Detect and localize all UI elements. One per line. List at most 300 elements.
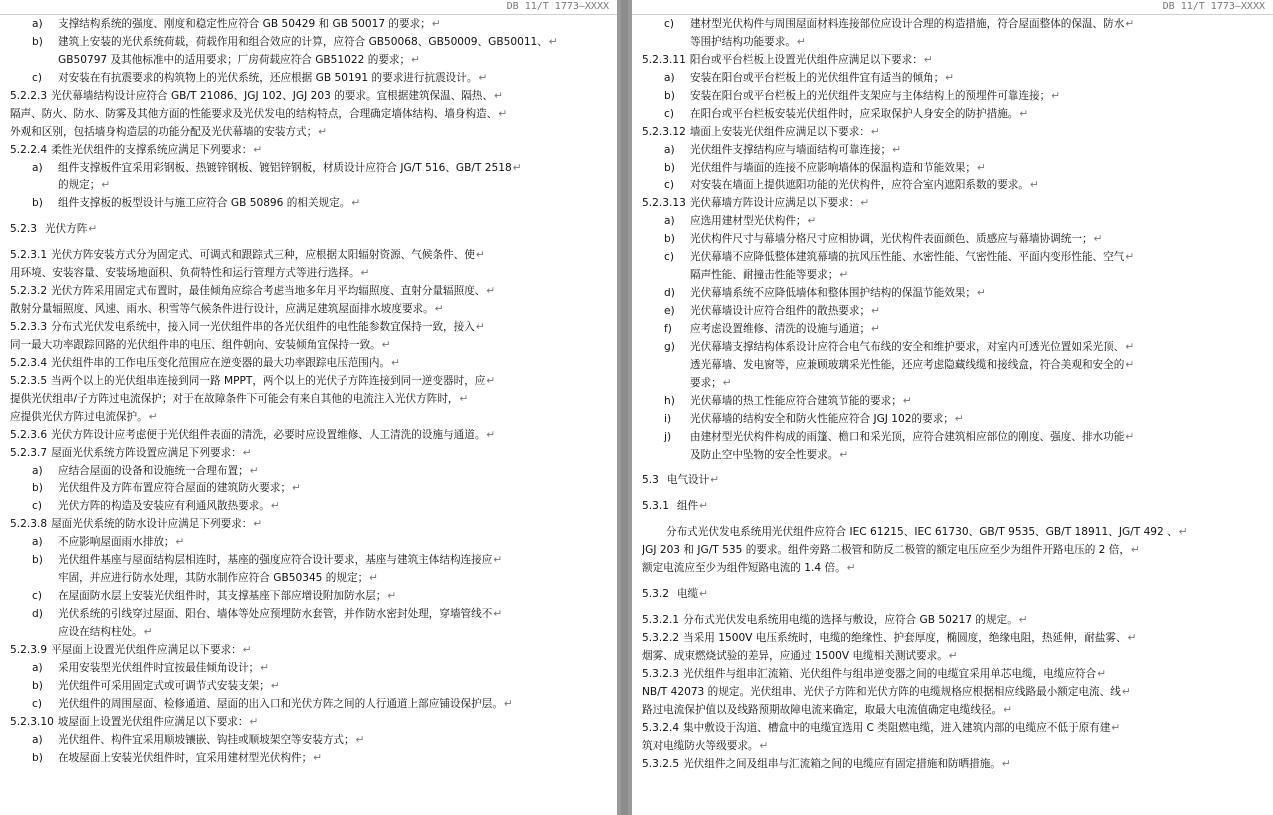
- numbered-clause: [642, 195, 1265, 213]
- paragraph-mark-icon: ↵: [411, 53, 421, 66]
- list-item: [642, 393, 1265, 411]
- header-rule: [632, 14, 1273, 15]
- paragraph-continuation: [10, 124, 609, 142]
- numbered-clause: [10, 88, 609, 106]
- numbered-clause: [10, 373, 609, 391]
- line-text: 光伏组件与组串汇流箱、光伏组件与组串逆变器之间的电缆宜采用单芯电缆，电缆应符合: [683, 667, 1097, 680]
- list-marker: a): [32, 733, 43, 746]
- paragraph-mark-icon: ↵: [977, 161, 986, 174]
- paragraph-mark-icon: ↵: [148, 410, 158, 423]
- list-item-continuation: [642, 447, 1265, 465]
- line-text: 光伏方阵安装方式分为固定式、可调式和跟踪式三种，应根据太阳辐射资源、气候条件、使: [51, 249, 475, 262]
- line-text: 光伏方阵: [44, 223, 88, 236]
- list-item: [642, 429, 1265, 447]
- list-marker: b): [664, 89, 675, 102]
- list-item: [10, 696, 609, 714]
- numbered-clause: [642, 630, 1265, 648]
- line-text: 路过电流保护值以及线路预期故障电流来确定，取最大电流值确定电缆线径。: [642, 703, 1003, 716]
- paragraph-mark-icon: ↵: [699, 588, 709, 601]
- paragraph-mark-icon: ↵: [948, 649, 958, 662]
- list-item: [10, 750, 609, 768]
- clause-number: 5.2.3.4: [10, 356, 48, 369]
- blank-line: [642, 604, 1265, 612]
- paragraph-continuation: [10, 409, 609, 427]
- numbered-clause: [10, 283, 609, 301]
- line-text: 光伏构件尺寸与幕墙分格尺寸应相协调，光伏构件表面颜色、质感应与幕墙协调统一；: [690, 233, 1093, 246]
- line-text: 光伏幕墙方阵设计应满足以下要求：: [689, 197, 860, 210]
- paragraph-continuation: [642, 702, 1265, 720]
- line-text: 组件: [676, 500, 699, 513]
- paragraph-mark-icon: ↵: [954, 412, 964, 425]
- list-item-continuation: [642, 267, 1265, 285]
- list-marker: b): [32, 554, 43, 567]
- paragraph-mark-icon: ↵: [860, 197, 870, 210]
- line-text: 额定电流应至少为组件短路电流的 1.4 倍。: [642, 562, 846, 575]
- clause-number: 5.3.2.3: [642, 667, 680, 680]
- line-text: 柔性光伏组件的支撑系统应满足下列要求：: [51, 143, 253, 156]
- numbered-clause: [642, 666, 1265, 684]
- clause-number: 5.2.3.3: [10, 321, 48, 333]
- list-marker: c): [664, 179, 674, 192]
- paragraph-mark-icon: ↵: [270, 679, 280, 692]
- list-item: [642, 249, 1265, 267]
- list-item: [10, 480, 609, 498]
- paragraph-mark-icon: ↵: [512, 161, 522, 174]
- paragraph-mark-icon: ↵: [475, 249, 485, 262]
- line-text: 在阳台或平台栏板安装光伏组件时，应采取保护人身安全的防护措施。: [690, 107, 1019, 120]
- line-text: 光伏幕墙系统不应降低墙体和整体围护结构的保温节能效果；: [690, 287, 977, 300]
- numbered-clause: [10, 714, 609, 732]
- clause-number: 5.2.3: [10, 223, 37, 236]
- list-marker: c): [664, 18, 674, 30]
- numbered-clause: [10, 355, 609, 373]
- paragraph-mark-icon: ↵: [1111, 721, 1121, 734]
- list-marker: a): [32, 161, 43, 174]
- clause-number: 5.3.2.1: [642, 614, 680, 627]
- line-text: 光伏组件与墙面的连接不应影响墙体的保温构造和节能效果；: [690, 161, 977, 174]
- line-text: 光伏组件基座与屋面结构层相连时，基座的强度应符合设计要求，基座与建筑主体结构连接应: [58, 554, 493, 567]
- list-marker: a): [32, 18, 43, 30]
- list-marker: b): [32, 35, 43, 48]
- clause-number: 5.2.3.12: [642, 125, 686, 138]
- paragraph-mark-icon: ↵: [870, 125, 880, 138]
- line-text: 透光幕墙、发电窗等，应兼顾玻璃采光性能，还应考虑隐藏线缆和接线盒，符合美观和安全的: [690, 358, 1125, 371]
- numbered-clause: [642, 52, 1265, 70]
- paragraph-mark-icon: ↵: [871, 305, 880, 317]
- list-item: [10, 678, 609, 696]
- paragraph-mark-icon: ↵: [759, 739, 769, 752]
- list-item-continuation: [10, 177, 609, 195]
- list-item: [10, 70, 609, 88]
- list-marker: i): [664, 412, 672, 425]
- numbered-clause: [10, 247, 609, 265]
- line-text: 应结合屋面的设备和设施统一合理布置；: [58, 464, 249, 477]
- list-marker: b): [664, 161, 675, 174]
- paragraph-mark-icon: ↵: [369, 572, 379, 585]
- line-text: 光伏方阵的构造及安装应有利通风散热要求。: [58, 500, 270, 513]
- list-marker: a): [32, 464, 43, 477]
- line-text: 光伏组件支撑结构应与墙面结构可靠连接；: [690, 143, 892, 156]
- clause-number: 5.3.2.2: [642, 632, 680, 644]
- list-item: [10, 606, 609, 624]
- clause-number: 5.3.2: [642, 588, 669, 601]
- list-marker: c): [32, 697, 42, 710]
- paragraph-mark-icon: ↵: [1130, 544, 1140, 557]
- paragraph-continuation: [642, 542, 1265, 560]
- line-text: 散射分量辐照度、风速、雨水、积雪等气候条件进行设计，应满足建筑屋面排水坡度要求。: [10, 303, 434, 316]
- list-item: [642, 142, 1265, 160]
- clause-number: 5.3.2.5: [642, 757, 680, 770]
- paragraph-mark-icon: ↵: [846, 562, 856, 575]
- list-marker: h): [664, 394, 675, 407]
- line-text: 光伏组件的周围屋面、检修通道、屋面的出入口和光伏方阵之间的人行通道上部应铺设保护层。: [58, 697, 503, 710]
- line-text: 光伏方阵采用固定式布置时，最佳倾角应综合考虑当地多年月平均辐照度、直射分量辐照度、: [51, 285, 486, 298]
- line-text: 对安装在有抗震要求的构筑物上的光伏系统，还应根据 GB 50191 的要求进行抗震设计。: [58, 71, 478, 84]
- list-item: [10, 588, 609, 606]
- paragraph-continuation: [642, 684, 1265, 702]
- list-item-continuation: [10, 570, 609, 588]
- list-item: [642, 70, 1265, 88]
- paragraph-mark-icon: ↵: [313, 751, 323, 764]
- list-item: [642, 177, 1265, 195]
- page-separator: [617, 0, 632, 815]
- line-text: 屋面光伏系统方阵设置应满足下列要求：: [51, 446, 242, 459]
- paragraph-mark-icon: ↵: [249, 464, 259, 477]
- line-text: NB/T 42073 的规定。光伏组串、光伏子方阵和光伏方阵的电缆规格应根据相应线路最小额定电流、线: [642, 685, 1121, 698]
- paragraph-mark-icon: ↵: [391, 356, 400, 369]
- line-text: 应选用建材型光伏构件；: [690, 215, 807, 228]
- list-item-continuation: [642, 34, 1265, 52]
- line-text: 光伏幕墙的热工性能应符合建筑节能的要求；: [690, 394, 902, 407]
- line-text: 分布式光伏发电系统中，接入同一光伏组件串的各光伏组件的电性能参数宜保持一致，接入: [51, 321, 475, 333]
- paragraph-continuation: [10, 337, 609, 355]
- list-marker: b): [664, 233, 675, 246]
- line-text: 集中敷设于沟道、槽盒中的电缆宜选用 C 类阻燃电缆，进入建筑内部的电缆应不低于原有建: [683, 721, 1111, 734]
- list-item: [642, 411, 1265, 429]
- blank-line: [642, 516, 1265, 524]
- paragraph-mark-icon: ↵: [796, 35, 806, 48]
- paragraph-mark-icon: ↵: [1178, 526, 1188, 539]
- clause-number: 5.2.3.8: [10, 518, 48, 531]
- paragraph-mark-icon: ↵: [459, 392, 469, 405]
- numbered-clause: [10, 319, 609, 337]
- paragraph-mark-icon: ↵: [1001, 757, 1011, 770]
- paragraph-mark-icon: ↵: [1093, 233, 1103, 246]
- paragraph-mark-icon: ↵: [807, 215, 817, 228]
- paragraph: [642, 524, 1265, 542]
- line-text: 电气设计: [666, 474, 710, 487]
- paragraph-mark-icon: ↵: [1125, 18, 1135, 30]
- blank-line: [10, 239, 609, 247]
- paragraph-mark-icon: ↵: [1097, 667, 1107, 680]
- page-header: DB 11/T 1773—XXXX: [506, 1, 609, 12]
- list-marker: b): [32, 197, 43, 210]
- paragraph-mark-icon: ↵: [977, 287, 986, 300]
- paragraph-mark-icon: ↵: [486, 285, 496, 298]
- paragraph-continuation: [10, 106, 609, 124]
- line-text: 在屋面防水层上安装光伏组件时，其支撑基座下部应增设附加防水层；: [58, 590, 387, 603]
- clause-number: 5.2.3.1: [10, 249, 48, 262]
- paragraph-continuation: [642, 738, 1265, 756]
- list-item: [10, 732, 609, 750]
- clause-number: 5.2.3.7: [10, 446, 48, 459]
- paragraph-mark-icon: ↵: [270, 500, 280, 513]
- line-text: 光伏幕墙设计应符合组件的散热要求；: [690, 305, 871, 317]
- paragraph-mark-icon: ↵: [493, 608, 503, 620]
- document-page-left: [0, 0, 617, 815]
- paragraph-mark-icon: ↵: [88, 223, 98, 236]
- list-marker: b): [32, 482, 43, 495]
- line-text: 光伏组件串的工作电压变化范围应在逆变器的最大功率跟踪电压范围内。: [51, 356, 391, 369]
- line-text: 光伏幕墙支撑结构体系设计应符合电气布线的安全和维护要求，对室内可透光位置如采光顶、: [690, 340, 1125, 353]
- numbered-clause: [10, 516, 609, 534]
- line-text: 光伏方阵设计应考虑便于光伏组件表面的清洗，必要时应设置维修、人工清洗的设施与通道。: [51, 428, 486, 441]
- line-text: 屋面光伏系统的防水设计应满足下列要求：: [51, 518, 253, 531]
- line-text: 要求；: [690, 376, 722, 389]
- line-text: 支撑结构系统的强度、刚度和稳定性应符合 GB 50429 和 GB 50017 的要求；: [58, 18, 431, 30]
- paragraph-mark-icon: ↵: [253, 143, 263, 156]
- paragraph-mark-icon: ↵: [1125, 340, 1135, 353]
- paragraph-mark-icon: ↵: [503, 697, 513, 710]
- list-marker: e): [664, 305, 675, 317]
- list-item: [642, 106, 1265, 124]
- list-item-continuation: [642, 375, 1265, 393]
- page-header: DB 11/T 1773—XXXX: [1162, 1, 1265, 12]
- numbered-clause: [642, 720, 1265, 738]
- list-item: [642, 321, 1265, 339]
- line-text: 光伏组件之间及组串与汇流箱之间的电缆应有固定措施和防晒措施。: [683, 757, 1001, 770]
- paragraph-mark-icon: ↵: [839, 269, 849, 282]
- line-text: 筑对电缆防火等级要求。: [642, 739, 759, 752]
- line-text: 建筑上安装的光伏系统荷载，荷载作用和组合效应的计算，应符合 GB50068、GB50009、GB50011、: [58, 35, 548, 48]
- paragraph-mark-icon: ↵: [143, 625, 153, 638]
- line-text: 电缆: [676, 588, 699, 601]
- numbered-clause: [10, 642, 609, 660]
- paragraph-mark-icon: ↵: [249, 715, 259, 728]
- clause-number: 5.2.3.13: [642, 197, 686, 210]
- line-text: 当两个以上的光伏组串连接到同一路 MPPT，两个以上的光伏子方阵连接到同一逆变器时，应: [51, 374, 486, 387]
- list-marker: a): [32, 661, 43, 674]
- line-text: 等围护结构功能要求。: [690, 35, 796, 48]
- list-marker: j): [664, 430, 672, 443]
- list-marker: a): [664, 215, 675, 228]
- line-text: 应提供光伏方阵过电流保护。: [10, 410, 148, 423]
- list-item: [642, 16, 1265, 34]
- line-text: 烟雾、成束燃烧试验的差异，应通过 1500V 电缆相关测试要求。: [642, 649, 948, 662]
- blank-line: [10, 213, 609, 221]
- paragraph-mark-icon: ↵: [475, 321, 485, 333]
- list-marker: a): [664, 71, 675, 84]
- paragraph-mark-icon: ↵: [722, 376, 732, 389]
- paragraph-mark-icon: ↵: [175, 536, 185, 549]
- paragraph-mark-icon: ↵: [101, 179, 111, 192]
- list-marker: d): [664, 287, 675, 300]
- line-text: 光伏幕墙结构设计应符合 GB/T 21086、JGJ 102、JGJ 203 的要求。宜根据建筑保温、隔热、: [51, 89, 494, 102]
- paragraph-mark-icon: ↵: [548, 35, 558, 48]
- list-marker: b): [32, 679, 43, 692]
- paragraph-mark-icon: ↵: [494, 89, 504, 102]
- paragraph-mark-icon: ↵: [381, 338, 391, 351]
- clause-number: 5.2.3.11: [642, 53, 686, 66]
- paragraph-mark-icon: ↵: [1019, 107, 1029, 120]
- list-item: [642, 285, 1265, 303]
- paragraph-mark-icon: ↵: [710, 474, 720, 487]
- list-marker: a): [32, 536, 43, 549]
- paragraph-continuation: [642, 648, 1265, 666]
- line-text: 的规定；: [58, 179, 101, 192]
- numbered-clause: [642, 612, 1265, 630]
- paragraph-mark-icon: ↵: [260, 661, 270, 674]
- line-text: 应考虑设置维修、清洗的设施与通道；: [690, 322, 871, 335]
- paragraph-mark-icon: ↵: [1127, 632, 1137, 644]
- line-text: 牢固，并应进行防水处理，其防水制作应符合 GB50345 的规定；: [58, 572, 369, 585]
- list-marker: c): [32, 590, 42, 603]
- paragraph-mark-icon: ↵: [1003, 703, 1013, 716]
- numbered-clause: [10, 142, 609, 160]
- page-text-left: [10, 16, 609, 767]
- header-rule: [0, 14, 617, 15]
- paragraph-mark-icon: ↵: [699, 500, 709, 513]
- line-text: 光伏组件、构件宜采用顺坡镶嵌、钩挂或顺坡架空等安装方式；: [58, 733, 355, 746]
- list-marker: d): [32, 608, 43, 620]
- list-item: [10, 552, 609, 570]
- clause-number: 5.2.3.6: [10, 428, 48, 441]
- clause-number: 5.3.2.4: [642, 721, 680, 734]
- line-text: 平屋面上设置光伏组件应满足以下要求：: [51, 643, 242, 656]
- paragraph-mark-icon: ↵: [945, 71, 955, 84]
- list-item-continuation: [642, 357, 1265, 375]
- list-item: [642, 231, 1265, 249]
- page-text-right: [642, 16, 1265, 774]
- list-item: [10, 160, 609, 178]
- numbered-clause: [10, 445, 609, 463]
- paragraph-mark-icon: ↵: [1125, 358, 1135, 371]
- line-text: 隔声、防火、防水、防雾及其他方面的性能要求及光伏发电的结构特点，合理确定墙体结构、墙身构造、: [10, 107, 498, 120]
- numbered-clause: [642, 124, 1265, 142]
- numbered-clause: [10, 427, 609, 445]
- paragraph-mark-icon: ↵: [498, 107, 508, 120]
- section-heading: [642, 472, 1265, 490]
- line-text: 组件支撑板的板型设计与施工应符合 GB 50896 的相关规定。: [58, 197, 351, 210]
- paragraph-mark-icon: ↵: [902, 394, 912, 407]
- line-text: 阳台或平台栏板上设置光伏组件应满足以下要求：: [689, 53, 923, 66]
- line-text: 当采用 1500V 电压系统时，电缆的绝缘性、护套厚度，椭圆度，绝缘电阻，热延伸，耐盐雾、: [683, 632, 1127, 644]
- paragraph-mark-icon: ↵: [360, 267, 370, 280]
- line-text: JGJ 203 和 JG/T 535 的要求。组件旁路二极管和防反二极管的额定电压应至少为组件开路电压的 2 倍，: [642, 544, 1130, 557]
- list-item: [10, 660, 609, 678]
- line-text: 光伏幕墙不应降低整体建筑幕墙的抗风压性能、水密性能、气密性能、平面内变形性能、空气: [690, 251, 1125, 264]
- paragraph-mark-icon: ↵: [478, 71, 488, 84]
- line-text: 对安装在墙面上提供遮阳功能的光伏构件，应符合室内遮阳系数的要求。: [690, 179, 1029, 192]
- line-text: 提供光伏组串/子方阵过电流保护；对于在故障条件下可能会有来自其他的电流注入光伏方阵时，: [10, 392, 459, 405]
- list-marker: b): [32, 751, 43, 764]
- paragraph-mark-icon: ↵: [242, 446, 252, 459]
- paragraph-mark-icon: ↵: [871, 322, 880, 335]
- clause-number: 5.2.3.9: [10, 643, 48, 656]
- paragraph-mark-icon: ↵: [839, 448, 849, 461]
- line-text: 同一最大功率跟踪回路的光伏组件串的电压、组件朝向、安装倾角宜保持一致。: [10, 338, 381, 351]
- line-text: 在坡屋面上安装光伏组件时，宜采用建材型光伏构件；: [58, 751, 313, 764]
- paragraph-mark-icon: ↵: [493, 554, 503, 567]
- document-page-right: [632, 0, 1273, 815]
- list-item: [10, 534, 609, 552]
- line-text: GB50797 及其他标准中的适用要求；厂房荷载应符合 GB51022 的要求；: [58, 53, 411, 66]
- list-item: [10, 195, 609, 213]
- list-marker: f): [664, 322, 672, 335]
- list-item: [642, 303, 1265, 321]
- line-text: 应设在结构柱处。: [58, 625, 143, 638]
- section-heading: [642, 498, 1265, 516]
- paragraph-mark-icon: ↵: [253, 518, 263, 531]
- clause-number: 5.2.3.10: [10, 715, 54, 728]
- line-text: 安装在阳台或平台栏板上的光伏组件支架应与主体结构上的预埋件可靠连接；: [690, 89, 1051, 102]
- list-item-continuation: [10, 624, 609, 642]
- line-text: 光伏组件可采用固定式或可调节式安装支架；: [58, 679, 270, 692]
- list-item: [642, 339, 1265, 357]
- line-text: 及防止空中坠物的安全性要求。: [690, 448, 839, 461]
- line-text: 光伏组件及方阵布置应符合屋面的建筑防火要求；: [58, 482, 292, 495]
- list-item: [642, 213, 1265, 231]
- paragraph-mark-icon: ↵: [892, 143, 902, 156]
- line-text: 光伏系统的引线穿过屋面、阳台、墙体等处应预埋防水套管，并作防水密封处理，穿墙管线不: [58, 608, 493, 620]
- line-text: 组件支撑板件宜采用彩钢板、热镀锌钢板、镀铝锌钢板，材质设计应符合 JG/T 516、GB/T 2518: [58, 161, 512, 174]
- line-text: 光伏幕墙的结构安全和防火性能应符合 JGJ 102的要求；: [690, 412, 954, 425]
- clause-number: 5.2.2.3: [10, 89, 48, 102]
- line-text: 外观和区别，包括墙身构造层的功能分配及光伏幕墙的安装方式；: [10, 125, 318, 138]
- numbered-clause: [642, 756, 1265, 774]
- paragraph-mark-icon: ↵: [351, 197, 361, 210]
- line-text: 分布式光伏发电系统用电缆的选择与敷设，应符合 GB 50217 的规定。: [683, 614, 1018, 627]
- clause-number: 5.2.3.5: [10, 374, 48, 387]
- list-marker: c): [664, 107, 674, 120]
- list-marker: g): [664, 340, 675, 353]
- line-text: 安装在阳台或平台栏板上的光伏组件宜有适当的倾角；: [690, 71, 945, 84]
- paragraph-mark-icon: ↵: [355, 733, 365, 746]
- list-item: [10, 34, 609, 52]
- list-item: [10, 16, 609, 34]
- list-item: [642, 88, 1265, 106]
- paragraph-continuation: [10, 391, 609, 409]
- paragraph-mark-icon: ↵: [1030, 179, 1039, 192]
- paragraph-mark-icon: ↵: [923, 53, 933, 66]
- paragraph-continuation: [642, 560, 1265, 578]
- blank-line: [642, 490, 1265, 498]
- list-item: [642, 160, 1265, 178]
- paragraph-mark-icon: ↵: [1051, 89, 1061, 102]
- paragraph-mark-icon: ↵: [387, 590, 397, 603]
- line-text: 坡屋面上设置光伏组件应满足以下要求：: [57, 715, 249, 728]
- clause-number: 5.2.2.4: [10, 143, 48, 156]
- paragraph-mark-icon: ↵: [1018, 614, 1028, 627]
- paragraph-mark-icon: ↵: [1125, 251, 1135, 264]
- paragraph-mark-icon: ↵: [242, 643, 252, 656]
- paragraph-mark-icon: ↵: [434, 303, 444, 316]
- line-text: 建材型光伏构件与周围屋面材料连接部位应设计合理的构造措施，符合屋面整体的保温、防水: [690, 18, 1125, 30]
- paragraph-mark-icon: ↵: [318, 125, 328, 138]
- list-marker: c): [664, 251, 674, 264]
- blank-line: [642, 464, 1265, 472]
- list-item: [10, 463, 609, 481]
- line-text: 分布式光伏发电系统用光伏组件应符合 IEC 61215、IEC 61730、GB/T 9535、GB/T 18911、JG/T 492 、: [666, 526, 1178, 539]
- list-marker: c): [32, 71, 42, 84]
- paragraph-continuation: [10, 265, 609, 283]
- paragraph-mark-icon: ↵: [292, 482, 301, 495]
- paragraph-mark-icon: ↵: [1121, 685, 1131, 698]
- list-marker: c): [32, 500, 42, 513]
- section-heading: [642, 586, 1265, 604]
- paragraph-mark-icon: ↵: [1125, 430, 1135, 443]
- paragraph-mark-icon: ↵: [486, 374, 496, 387]
